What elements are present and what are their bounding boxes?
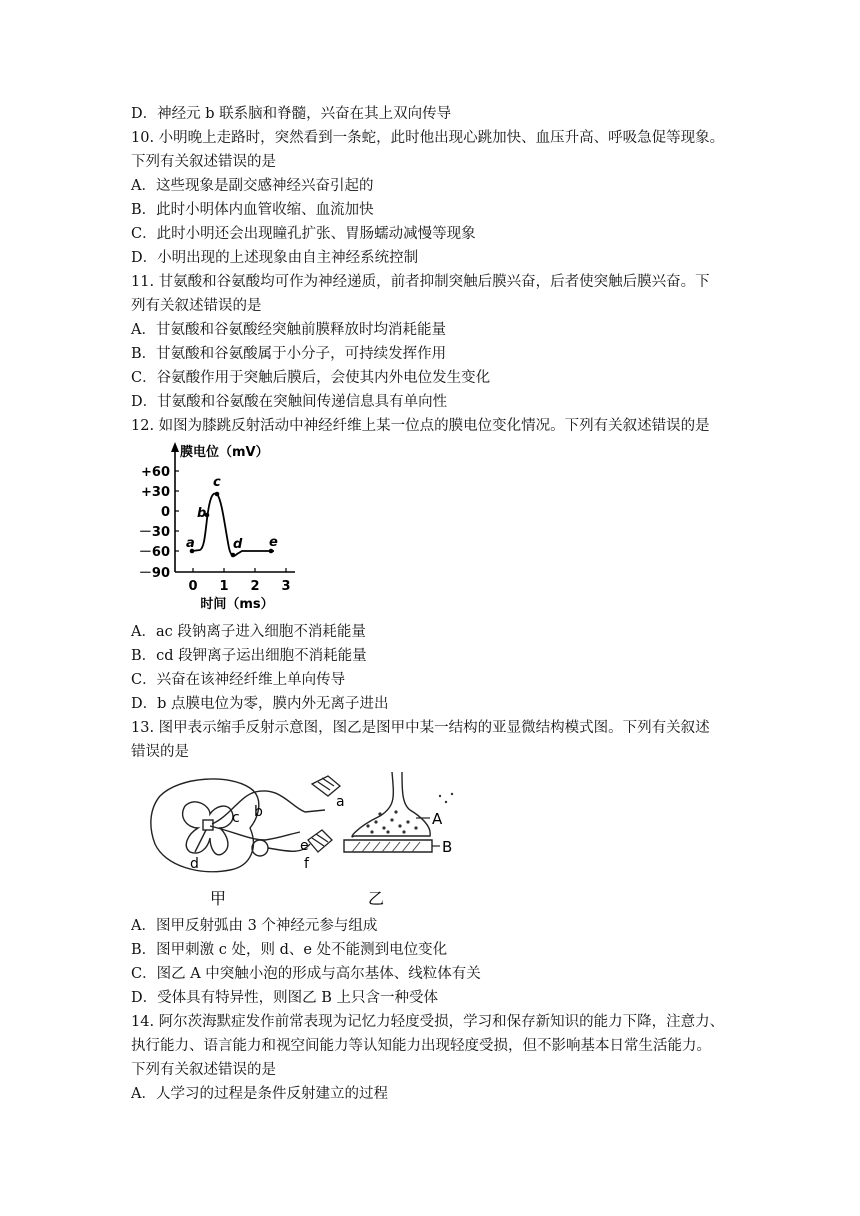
point-label-a: a bbox=[186, 536, 195, 551]
option-a: A．甘氨酸和谷氨酸经突触前膜释放时均消耗能量 bbox=[131, 322, 446, 338]
option-a: A．人学习的过程是条件反射建立的过程 bbox=[131, 1086, 388, 1102]
x-tick-label: 2 bbox=[250, 579, 260, 594]
option-d: D．受体具有特异性，则图乙 B 上只含一种受体 bbox=[131, 990, 438, 1006]
y-tick-label: －30 bbox=[138, 525, 170, 540]
question-12-stem: 12. 如图为膝跳反射活动中神经纤维上某一位点的膜电位变化情况。下列有关叙述错误的是 bbox=[131, 418, 710, 434]
muscle-effector bbox=[308, 830, 332, 852]
option-d: D．甘氨酸和谷氨酸在突触间传递信息具有单向性 bbox=[131, 394, 448, 410]
y-axis-arrow bbox=[171, 442, 179, 452]
label-B: B bbox=[442, 838, 453, 856]
point-label-b: b bbox=[197, 506, 207, 521]
label-b: b bbox=[254, 804, 263, 820]
text-line: 下列有关叙述错误的是 bbox=[131, 154, 276, 170]
option-d: D．b 点膜电位为零，膜内外无离子进出 bbox=[131, 696, 389, 712]
x-tick-label: 3 bbox=[281, 579, 291, 594]
option-c: C．此时小明还会出现瞳孔扩张、胃肠蠕动减慢等现象 bbox=[131, 226, 476, 242]
postsynaptic-hatch bbox=[352, 842, 420, 852]
y-tick-label: +30 bbox=[141, 485, 170, 500]
reflex-arc-figure bbox=[140, 766, 470, 910]
x-tick-label: 1 bbox=[219, 579, 229, 594]
label-a: a bbox=[336, 794, 345, 810]
x-axis-label: 时间（ms） bbox=[200, 597, 274, 612]
text-line: 执行能力、语言能力和视空间能力等认知能力出现轻度受损，但不影响基本日常生活能力。 bbox=[131, 1038, 711, 1054]
question-10-stem: 10. 小明晚上走路时，突然看到一条蛇，此时他出现心跳加快、血压升高、呼吸急促等现象。 bbox=[131, 130, 725, 146]
option-a: A．图甲反射弧由 3 个神经元参与组成 bbox=[131, 918, 378, 934]
y-axis-label: 膜电位（mV） bbox=[180, 445, 269, 460]
caption-yi: 乙 bbox=[368, 889, 385, 908]
y-tick-label: －60 bbox=[138, 545, 170, 560]
option-c: C．谷氨酸作用于突触后膜后，会使其内外电位发生变化 bbox=[131, 370, 491, 386]
question-13-stem: 13. 图甲表示缩手反射示意图，图乙是图甲中某一结构的亚显微结构模式图。下列有关叙述 bbox=[131, 720, 710, 736]
point-d bbox=[231, 553, 236, 558]
synapse-diagram bbox=[344, 772, 432, 852]
point-label-c: c bbox=[213, 475, 221, 490]
option-a: A．ac 段钠离子进入细胞不消耗能量 bbox=[131, 624, 366, 640]
label-A: A bbox=[432, 810, 443, 828]
option-b: B．图甲刺激 c 处，则 d、e 处不能测到电位变化 bbox=[131, 942, 448, 958]
option-c: C．图乙 A 中突触小泡的形成与高尔基体、线粒体有关 bbox=[131, 966, 481, 982]
option-d: D．小明出现的上述现象由自主神经系统控制 bbox=[131, 250, 419, 266]
option-b: B．cd 段钾离子运出细胞不消耗能量 bbox=[131, 648, 367, 664]
y-tick-label: －90 bbox=[138, 566, 170, 581]
label-c: c bbox=[232, 810, 240, 826]
option-a: A．这些现象是副交感神经兴奋引起的 bbox=[131, 178, 374, 194]
label-f: f bbox=[304, 856, 309, 872]
caption-jia: 甲 bbox=[210, 889, 227, 908]
point-label-d: d bbox=[233, 537, 243, 552]
option-b: B．甘氨酸和谷氨酸属于小分子，可持续发挥作用 bbox=[131, 346, 447, 362]
text-line: 下列有关叙述错误的是 bbox=[131, 1062, 276, 1078]
skin-receptor bbox=[312, 776, 340, 796]
question-14-stem: 14. 阿尔茨海默症发作前常表现为记忆力轻度受损，学习和保存新知识的能力下降，注意力、 bbox=[131, 1014, 725, 1030]
x-ticks bbox=[188, 579, 290, 594]
y-tick-label: +60 bbox=[141, 465, 170, 480]
question-11-stem: 11. 甘氨酸和谷氨酸均可作为神经递质，前者抑制突触后膜兴奋，后者使突触后膜兴奋。下 bbox=[131, 274, 710, 290]
y-tick-label: 0 bbox=[160, 505, 170, 520]
text-line: 列有关叙述错误的是 bbox=[131, 298, 262, 314]
y-ticks bbox=[139, 465, 170, 581]
point-c bbox=[215, 492, 220, 497]
membrane-potential-chart bbox=[130, 440, 320, 616]
point-label-e: e bbox=[269, 535, 278, 550]
text-line: 错误的是 bbox=[131, 744, 189, 760]
text-line: D．神经元 b 联系脑和脊髓，兴奋在其上双向传导 bbox=[131, 106, 452, 122]
x-tick-label: 0 bbox=[188, 579, 198, 594]
label-e: e bbox=[300, 838, 309, 854]
option-b: B．此时小明体内血管收缩、血流加快 bbox=[131, 202, 374, 218]
option-c: C．兴奋在该神经纤维上单向传导 bbox=[131, 672, 346, 688]
label-d: d bbox=[190, 856, 199, 872]
